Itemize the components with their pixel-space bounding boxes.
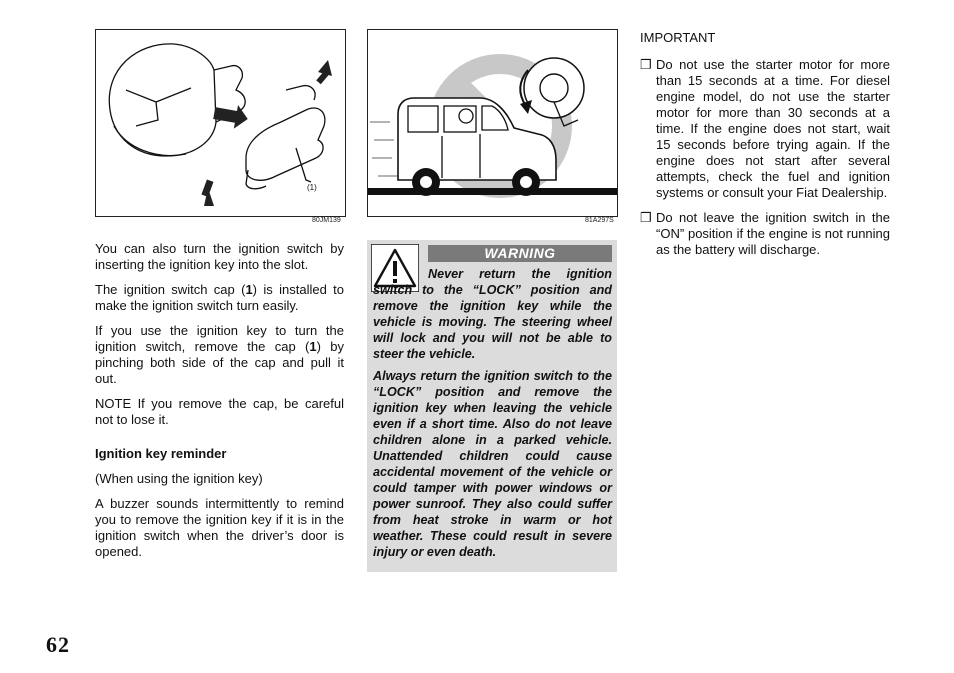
paragraph: A buzzer sounds intermittently to remind you to remove the ignition key if it is in the ignition switch when the driver’s door is opened. <box>95 496 344 559</box>
section-heading: Ignition key reminder <box>95 446 227 461</box>
paragraph: The ignition switch cap (1) is installed to make the ignition switch turn easily. <box>95 282 344 313</box>
warning-paragraph: Always return the ignition switch to the “LOCK” position and remove the ignition key when leaving the vehicle even if a short time. Also do not leave children alone in a parked vehicle. Unattended children could cause accidental movement of the vehicle or could tamper with power windows or power sunroof. They also could suffer from heat stroke in warm or hot weather. These could result in severe injury or even death. <box>373 369 612 559</box>
ignition-cap-figure <box>95 29 346 217</box>
warning-text <box>373 266 612 566</box>
list-item <box>640 210 890 258</box>
warning-paragraph: Never return the ignition switch to the “LOCK” position and remove the ignition key while the vehicle is moving. The steering wheel will lock and you will not be able to steer the vehicle. <box>373 267 612 361</box>
paragraph: (When using the ignition key) <box>95 471 263 486</box>
checkbox-bullet-icon: ❒ <box>640 57 652 72</box>
left-column <box>95 241 344 569</box>
warning-box <box>367 240 617 572</box>
figure-code: 81A297S <box>585 217 614 224</box>
list-item <box>640 57 890 201</box>
list-item-text: Do not use the starter motor for more than 15 seconds at a time. For diesel engine model, do not use the starter motor for more than 30 seconds at a time. If the engine does not start, wait 15 seconds before trying again. If the engine does not start after several attempts, check the fuel and ignition systems or consult your Fiat Dealership. <box>656 57 890 200</box>
note-paragraph: NOTE If you remove the cap, be careful not to lose it. <box>95 396 344 427</box>
important-title: IMPORTANT <box>640 30 716 45</box>
page-number: 62 <box>46 632 70 657</box>
paragraph: You can also turn the ignition switch by inserting the ignition key into the slot. <box>95 241 344 272</box>
figure-code: 80JM139 <box>312 217 341 224</box>
warning-label: WARNING <box>428 245 612 262</box>
no-key-removal-figure <box>367 29 618 217</box>
vehicle-prohibition-illustration <box>368 30 617 216</box>
checkbox-bullet-icon: ❒ <box>640 210 652 225</box>
important-section <box>640 30 890 267</box>
paragraph: If you use the ignition key to turn the ignition switch, remove the cap (1) by pinching both side of the cap and pull it out. <box>95 323 344 386</box>
callout-label: (1) <box>307 183 317 192</box>
list-item-text: Do not leave the ignition switch in the “ON” position if the engine is not running as the battery will discharge. <box>656 210 890 257</box>
